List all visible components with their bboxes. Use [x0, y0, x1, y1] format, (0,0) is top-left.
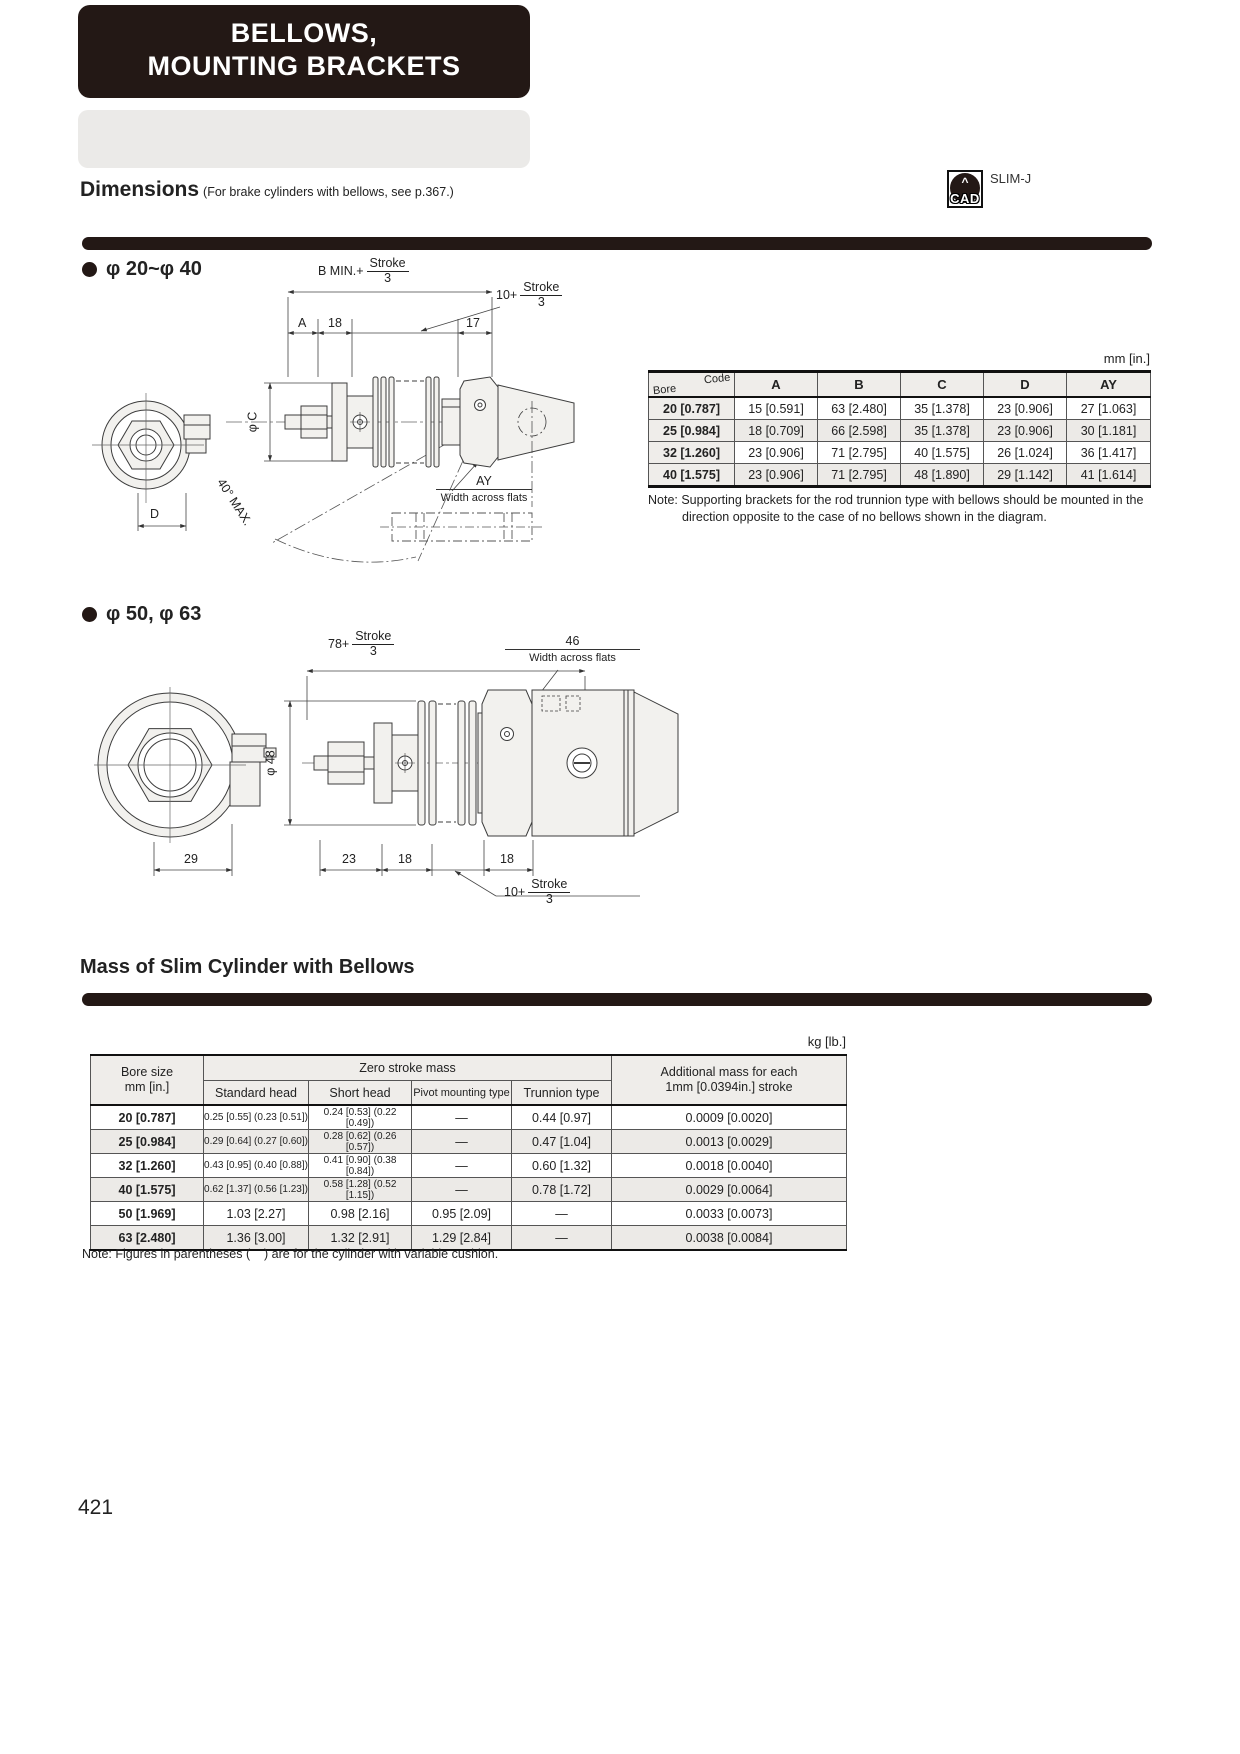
value-cell: 1.03 [2.27]: [204, 1202, 309, 1226]
bore-cell: 32 [1.260]: [649, 442, 735, 464]
d2-46-text: 46: [505, 634, 640, 650]
d1-label-18: 18: [328, 316, 342, 330]
value-cell: 29 [1.142]: [984, 464, 1067, 487]
table-row: [91, 1178, 847, 1202]
dimension-table: [648, 370, 1151, 488]
table-row: [649, 397, 1151, 420]
drawing-50-63-lineart: [80, 628, 680, 920]
d1-bmin-text: B MIN.+: [318, 264, 364, 279]
dimensions-title: Dimensions: [80, 178, 200, 201]
d1-10plus-fraction: $\frac{\text{Stroke}}{3}$: [520, 281, 562, 310]
d2-label-78-stroke: [328, 630, 394, 659]
value-cell: 0.0033 [0.0073]: [612, 1202, 847, 1226]
bore-cell: 25 [0.984]: [649, 420, 735, 442]
section-heading-20-40-label: φ 20~φ 40: [106, 258, 202, 280]
d1-label-17: 17: [466, 316, 480, 330]
value-cell: —: [512, 1202, 612, 1226]
mass-col-pivot: Pivot mounting type: [412, 1081, 512, 1106]
value-cell: 30 [1.181]: [1067, 420, 1151, 442]
value-cell: 35 [1.378]: [901, 420, 984, 442]
d2-label-23: 23: [342, 852, 356, 866]
value-cell: 0.58 [1.28] (0.52 [1.15]): [309, 1178, 412, 1202]
table-row: [649, 464, 1151, 487]
d1-label-phi-c: φ C: [245, 411, 260, 433]
bore-cell: 20 [0.787]: [649, 397, 735, 420]
cad-label: CAD: [950, 191, 980, 206]
value-cell: 0.29 [0.64] (0.27 [0.60]): [204, 1130, 309, 1154]
value-cell: —: [512, 1226, 612, 1251]
value-cell: 66 [2.598]: [818, 420, 901, 442]
bore-cell: 20 [0.787]: [91, 1105, 204, 1130]
section-divider-bar: [82, 237, 1152, 250]
value-cell: 18 [0.709]: [735, 420, 818, 442]
value-cell: 71 [2.795]: [818, 442, 901, 464]
cad-hat-icon: ^: [961, 175, 969, 189]
section-heading-50-63-label: φ 50, φ 63: [106, 603, 202, 625]
value-cell: 40 [1.575]: [901, 442, 984, 464]
value-cell: 0.24 [0.53] (0.22 [0.49]): [309, 1105, 412, 1130]
page-title: [78, 5, 530, 98]
dim-table-unit: mm [in.]: [1103, 351, 1150, 366]
d2-end-view: [94, 687, 276, 843]
value-cell: 0.98 [2.16]: [309, 1202, 412, 1226]
value-cell: 23 [0.906]: [735, 464, 818, 487]
d1-waf-text: Width across flats: [440, 492, 528, 504]
d1-phantom-bracket: [380, 513, 544, 541]
drawing-bore-20-40: [80, 255, 590, 571]
value-cell: 0.28 [0.62] (0.26 [0.57]): [309, 1130, 412, 1154]
cad-icon: [947, 170, 983, 208]
value-cell: 0.62 [1.37] (0.56 [1.23]): [204, 1178, 309, 1202]
value-cell: 0.41 [0.90] (0.38 [0.84]): [309, 1154, 412, 1178]
d2-label-46-waf: [505, 634, 640, 664]
table-row: [649, 420, 1151, 442]
value-cell: 0.60 [1.32]: [512, 1154, 612, 1178]
table-row: [91, 1154, 847, 1178]
value-cell: —: [412, 1154, 512, 1178]
dim-col-ay: AY: [1067, 372, 1151, 398]
d1-label-40max: 40° MAX.: [214, 475, 255, 529]
d2-10plus-text: 10+: [504, 885, 526, 900]
value-cell: —: [412, 1105, 512, 1130]
d1-label-a: A: [298, 316, 307, 330]
value-cell: 63 [2.480]: [818, 397, 901, 420]
value-cell: 1.29 [2.84]: [412, 1226, 512, 1251]
d2-label-29: 29: [184, 852, 198, 866]
corner-code-label: Code: [703, 371, 731, 387]
page-number: 421: [78, 1496, 114, 1519]
value-cell: 0.25 [0.55] (0.23 [0.51]): [204, 1105, 309, 1130]
model-label: SLIM-J: [990, 171, 1032, 186]
dim-col-a: A: [735, 372, 818, 398]
d1-end-view: [92, 393, 210, 503]
table-row: [91, 1105, 847, 1130]
value-cell: 0.44 [0.97]: [512, 1105, 612, 1130]
bore-size-label: Bore size: [120, 1065, 174, 1079]
value-cell: —: [412, 1130, 512, 1154]
value-cell: 1.36 [3.00]: [204, 1226, 309, 1251]
d2-label-phi-48: φ 48: [263, 750, 278, 776]
header-subtitle-box: [78, 110, 530, 168]
bore-unit-label: mm [in.]: [124, 1080, 170, 1094]
page-title-line1: BELLOWS,: [230, 18, 378, 48]
value-cell: 0.0018 [0.0040]: [612, 1154, 847, 1178]
value-cell: 0.0029 [0.0064]: [612, 1178, 847, 1202]
d2-label-18b: 18: [500, 852, 514, 866]
d1-ay-text: AY: [436, 474, 532, 490]
value-cell: 0.0038 [0.0084]: [612, 1226, 847, 1251]
value-cell: 23 [0.906]: [984, 420, 1067, 442]
mass-col-short: Short head: [309, 1081, 412, 1106]
drawing-bore-50-63: [80, 628, 680, 920]
corner-bore-label: Bore: [652, 382, 677, 398]
value-cell: 0.43 [0.95] (0.40 [0.88]): [204, 1154, 309, 1178]
dim-col-d: D: [984, 372, 1067, 398]
bore-cell: 63 [2.480]: [91, 1226, 204, 1251]
bore-cell: 32 [1.260]: [91, 1154, 204, 1178]
additional-mass-line1: Additional mass for each: [660, 1065, 798, 1079]
dim-col-b: B: [818, 372, 901, 398]
m ass-col-additional-header: [612, 1055, 847, 1105]
value-cell: —: [412, 1178, 512, 1202]
d1-label-d: D: [150, 507, 160, 521]
section-heading-50-63: [82, 603, 201, 626]
value-cell: 0.0013 [0.0029]: [612, 1130, 847, 1154]
value-cell: 0.78 [1.72]: [512, 1178, 612, 1202]
d1-10plus-text: 10+: [496, 288, 518, 303]
dimensions-heading: [80, 178, 454, 202]
d1-bmin-fraction: $\frac{\text{Stroke}}{3}$: [367, 257, 409, 286]
value-cell: 36 [1.417]: [1067, 442, 1151, 464]
value-cell: 0.47 [1.04]: [512, 1130, 612, 1154]
value-cell: 27 [1.063]: [1067, 397, 1151, 420]
dim-table-note: Note: Supporting brackets for the rod trunnion type with bellows should be mounted in the direction opposite to the case of no bellows shown in the diagram.: [648, 493, 1147, 524]
table-row: [91, 1130, 847, 1154]
mass-col-standard: Standard head: [204, 1081, 309, 1106]
d2-78-fraction: $\frac{\text{Stroke}}{3}$: [352, 630, 394, 659]
value-cell: 26 [1.024]: [984, 442, 1067, 464]
value-cell: 1.32 [2.91]: [309, 1226, 412, 1251]
mass-col-bore-header: [91, 1055, 204, 1105]
bore-cell: 25 [0.984]: [91, 1130, 204, 1154]
d2-waf-text: Width across flats: [529, 652, 616, 664]
mass-col-trunnion: Trunnion type: [512, 1081, 612, 1106]
dimensions-subtitle: (For brake cylinders with bellows, see p.367.): [203, 185, 454, 199]
table-row: [649, 442, 1151, 464]
mass-table-note: Note: Figures in parentheses ( ) are for the cylinder with variable cushion.: [82, 1247, 499, 1261]
value-cell: 0.0009 [0.0020]: [612, 1105, 847, 1130]
d2-side-view: [302, 690, 678, 836]
value-cell: 41 [1.614]: [1067, 464, 1151, 487]
table-row: [91, 1202, 847, 1226]
value-cell: 15 [0.591]: [735, 397, 818, 420]
mass-group-header: Zero stroke mass: [204, 1055, 612, 1081]
bore-cell: 50 [1.969]: [91, 1202, 204, 1226]
d2-78-text: 78+: [328, 637, 350, 652]
additional-mass-line2: 1mm [0.0394in.] stroke: [665, 1080, 793, 1094]
value-cell: 23 [0.906]: [735, 442, 818, 464]
d1-label-ay-waf: [436, 474, 532, 504]
value-cell: 71 [2.795]: [818, 464, 901, 487]
d1-label-bmin-stroke: [318, 257, 409, 286]
mass-table-unit: kg [lb.]: [807, 1034, 846, 1049]
bore-cell: 40 [1.575]: [649, 464, 735, 487]
dim-table-corner: [649, 372, 735, 398]
value-cell: 48 [1.890]: [901, 464, 984, 487]
d2-label-10-stroke: [504, 878, 570, 907]
bore-cell: 40 [1.575]: [91, 1178, 204, 1202]
value-cell: 0.95 [2.09]: [412, 1202, 512, 1226]
d2-label-18a: 18: [398, 852, 412, 866]
mass-table: [90, 1054, 847, 1251]
bullet-icon: [82, 607, 97, 622]
value-cell: 23 [0.906]: [984, 397, 1067, 420]
page-title-line2: MOUNTING BRACKETS: [147, 51, 461, 81]
mass-section-title: Mass of Slim Cylinder with Bellows: [80, 956, 415, 978]
section-divider-bar: [82, 993, 1152, 1006]
d2-10plus-fraction: $\frac{\text{Stroke}}{3}$: [528, 878, 570, 907]
value-cell: 35 [1.378]: [901, 397, 984, 420]
dim-col-c: C: [901, 372, 984, 398]
d1-label-10-stroke: [496, 281, 562, 310]
